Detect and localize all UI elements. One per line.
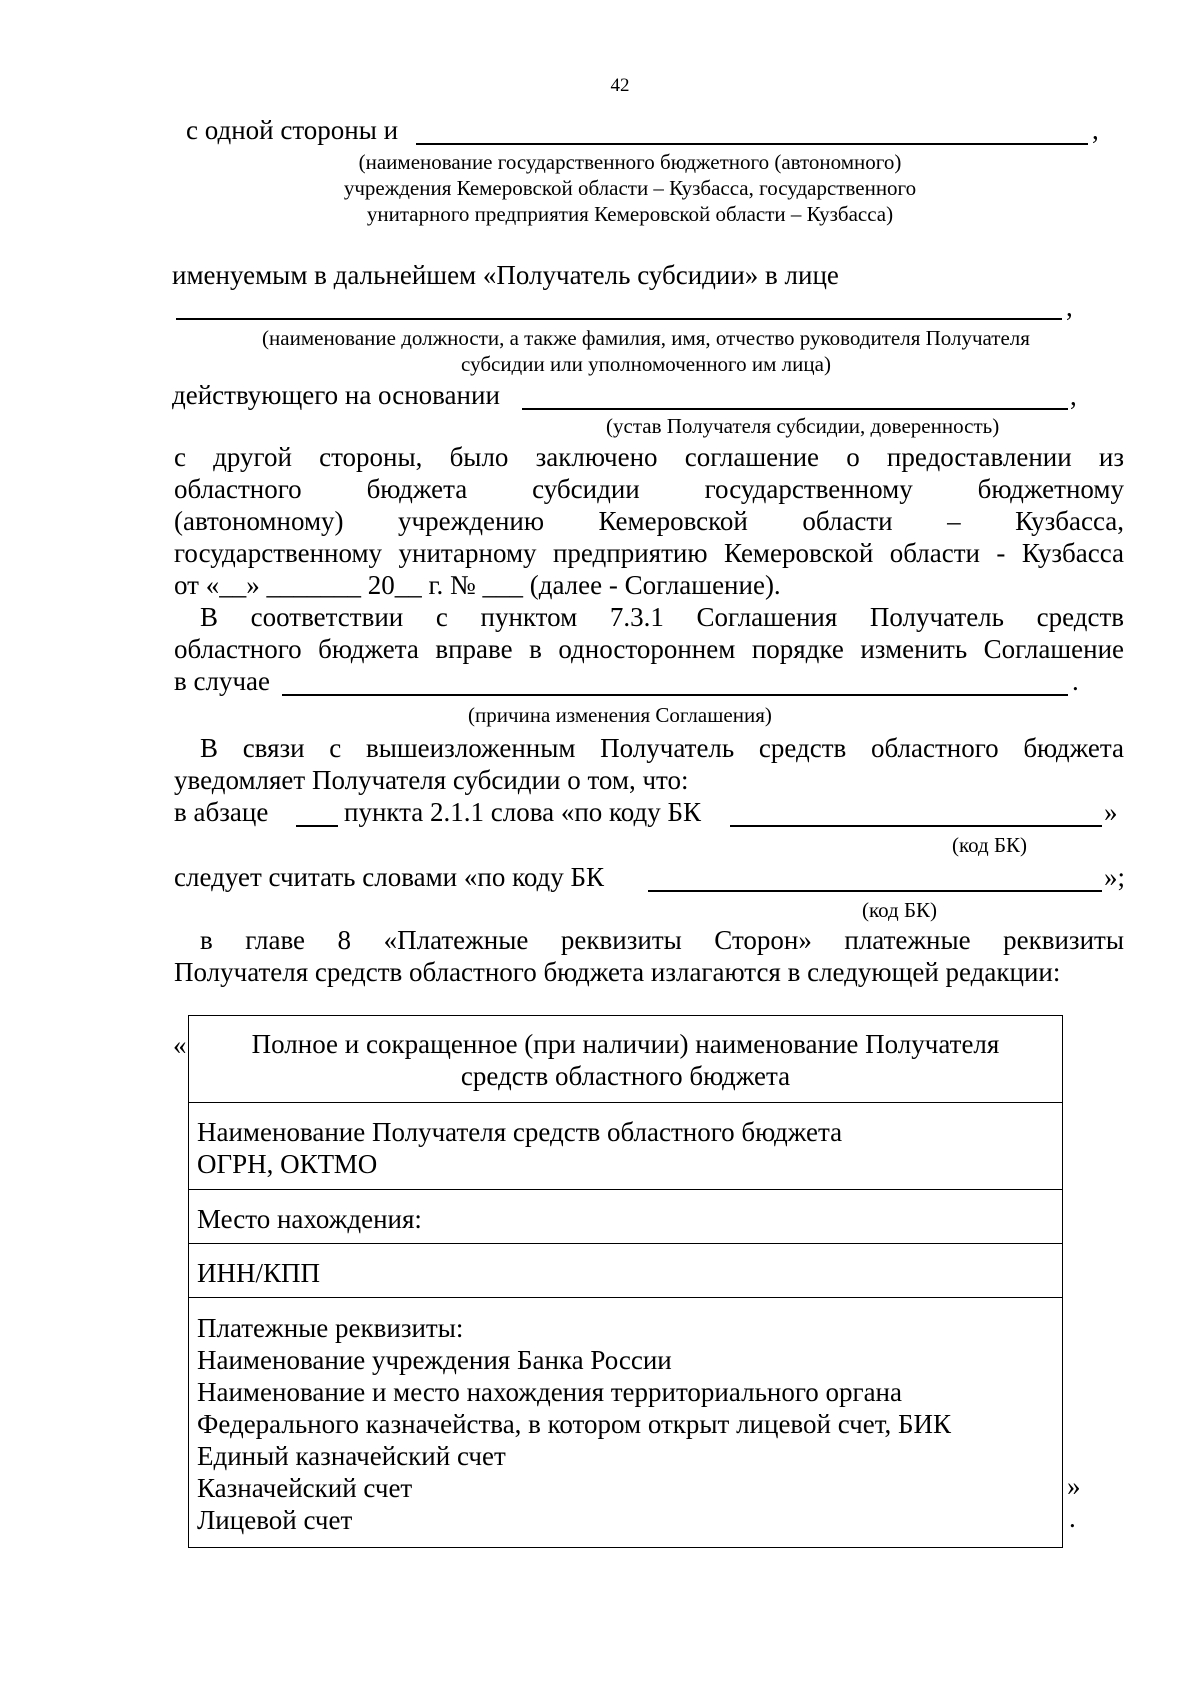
- row-name-line-2: ОГРН, ОКТМО: [197, 1149, 378, 1179]
- acting-comma: ,: [1070, 381, 1077, 411]
- chapter-line-1: в главе 8 «Платежные реквизиты Сторон» платежные реквизиты: [200, 925, 1124, 955]
- case-blank[interactable]: [282, 694, 1068, 696]
- requisites-table: [188, 1015, 1063, 1548]
- page-number: 42: [610, 75, 630, 96]
- first-party-note-2: учреждения Кемеровской области – Кузбасса, государственного: [343, 176, 917, 200]
- payment-line-3: Наименование и место нахождения территориального органа: [197, 1377, 902, 1407]
- agreement-line-4: государственному унитарному предприятию Кемеровской области - Кузбасса: [174, 538, 1124, 568]
- paragraph-number-blank[interactable]: [296, 825, 338, 827]
- table-row-payment: [189, 1298, 1062, 1547]
- table-header-line-2: средств областного бюджета: [460, 1061, 791, 1091]
- table-header-line-1: Полное и сокращенное (при наличии) наименование Получателя: [251, 1029, 1000, 1059]
- case-note: (причина изменения Соглашения): [468, 703, 772, 727]
- first-party-label: с одной стороны и: [186, 115, 399, 145]
- table-end-dot: .: [1069, 1503, 1076, 1533]
- code-bk-blank-1[interactable]: [730, 825, 1102, 827]
- code-note-1: (код БК): [952, 833, 1028, 857]
- row-name-line-1: Наименование Получателя средств областного бюджета: [197, 1117, 843, 1147]
- head-note-2: субсидии или уполномоченного им лица): [461, 352, 831, 376]
- first-party-note-3: унитарного предприятия Кемеровской области – Кузбасса): [366, 202, 894, 226]
- first-party-blank[interactable]: [416, 143, 1088, 145]
- case-label: в случае: [174, 666, 271, 696]
- case-period: .: [1072, 666, 1079, 696]
- table-header-row: [189, 1016, 1062, 1103]
- basis-note: (устав Получателя субсидии, доверенность): [606, 414, 1000, 438]
- table-row-inn: [189, 1244, 1062, 1298]
- paragraph-prefix: в абзаце: [174, 797, 269, 827]
- head-note-1: (наименование должности, а также фамилия, имя, отчество руководителя Получателя: [262, 326, 1030, 350]
- payment-line-2: Наименование учреждения Банка России: [197, 1345, 672, 1375]
- basis-blank[interactable]: [522, 408, 1068, 410]
- row-location-text: Место нахождения:: [197, 1204, 422, 1234]
- table-open-quote: «: [173, 1030, 187, 1060]
- paragraph-close: »: [1104, 797, 1118, 827]
- notice-line-2: уведомляет Получателя субсидии о том, что:: [174, 765, 689, 795]
- first-party-note-1: (наименование государственного бюджетного (автономного): [358, 150, 902, 174]
- table-row-location: [189, 1190, 1062, 1244]
- code-note-2: (код БК): [862, 898, 938, 922]
- replace-close: »;: [1104, 862, 1126, 892]
- table-row-name: [189, 1103, 1062, 1190]
- agreement-line-1: с другой стороны, было заключено соглашение о предоставлении из: [174, 442, 1124, 472]
- payment-line-1: Платежные реквизиты:: [197, 1313, 464, 1343]
- payment-line-6: Казначейский счет: [197, 1473, 413, 1503]
- paragraph-middle: пункта 2.1.1 слова «по коду БК: [344, 797, 702, 827]
- payment-line-5: Единый казначейский счет: [197, 1441, 506, 1471]
- replace-label: следует считать словами «по коду БК: [174, 862, 605, 892]
- chapter-line-2: Получателя средств областного бюджета излагаются в следующей редакции:: [174, 957, 1061, 987]
- payment-line-4: Федерального казначейства, в котором открыт лицевой счет, БИК: [197, 1409, 951, 1439]
- notice-line-1: В связи с вышеизложенным Получатель средств областного бюджета: [200, 733, 1124, 763]
- code-bk-blank-2[interactable]: [648, 890, 1102, 892]
- table-close-quote: »: [1067, 1471, 1081, 1501]
- change-line-1: В соответствии с пунктом 7.3.1 Соглашения Получатель средств: [200, 602, 1124, 632]
- agreement-line-3: (автономному) учреждению Кемеровской области – Кузбасса,: [174, 506, 1124, 536]
- row-inn-text: ИНН/КПП: [197, 1258, 321, 1288]
- head-blank[interactable]: [176, 318, 1062, 320]
- acting-basis-label: действующего на основании: [172, 380, 500, 410]
- first-party-comma: ,: [1092, 115, 1099, 145]
- payment-line-7: Лицевой счет: [197, 1505, 353, 1535]
- agreement-line-5: от «__» _______ 20__ г. № ___ (далее - Соглашение).: [174, 570, 781, 600]
- named-comma: ,: [1066, 292, 1073, 322]
- change-line-2: областного бюджета вправе в одностороннем порядке изменить Соглашение: [174, 634, 1124, 664]
- named-as-text: именуемым в дальнейшем «Получатель субсидии» в лице: [172, 260, 839, 290]
- agreement-line-2: областного бюджета субсидии государственному бюджетному: [174, 474, 1124, 504]
